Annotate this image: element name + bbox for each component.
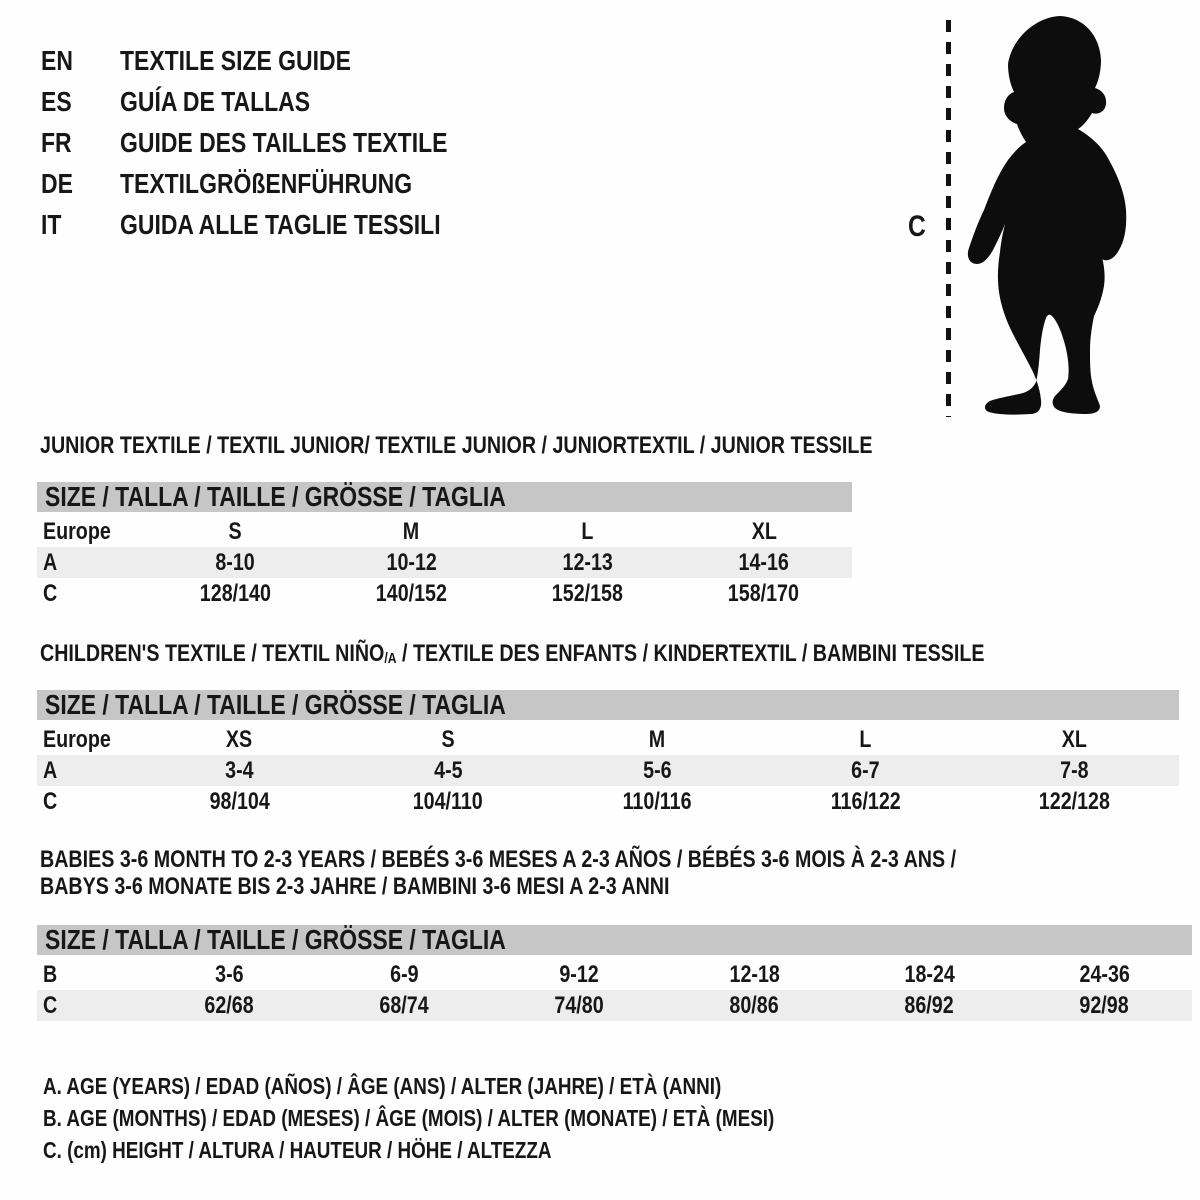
cell-value (147, 547, 323, 578)
cell-value-text: 104/110 (413, 788, 484, 815)
row-label-text: A (43, 757, 58, 784)
cell-value-text: 9-12 (559, 961, 600, 988)
cell-value (142, 990, 317, 1021)
cell-value (553, 755, 762, 786)
cell-value-text: 62/68 (204, 992, 255, 1019)
section-title-junior (40, 432, 1055, 459)
row-label (37, 990, 142, 1021)
section-title-text (40, 640, 984, 673)
size-header-bar (37, 482, 852, 512)
cell-value-text: 128/140 (199, 580, 271, 607)
measure-label-text: C (908, 210, 926, 243)
cell-value-text: 12-18 (729, 961, 780, 988)
table-row (37, 755, 1179, 786)
table-row (37, 990, 1192, 1021)
cell-value (761, 786, 970, 817)
table-row (37, 959, 1192, 990)
size-header-text: SIZE / TALLA / TAILLE / GRÖSSE / TAGLIA (45, 481, 506, 512)
cell-value (553, 724, 762, 755)
cell-value-text: S (441, 726, 455, 753)
language-label-text: TEXTILE SIZE GUIDE (120, 45, 351, 76)
cell-value (553, 786, 762, 817)
section-title-children (40, 640, 1192, 673)
cell-value-text: 18-24 (904, 961, 955, 988)
language-code (41, 163, 120, 204)
cell-value-text: 24-36 (1079, 961, 1130, 988)
legend (43, 1070, 935, 1166)
language-label-text: GUIDA ALLE TAGLIE TESSILI (120, 209, 441, 240)
language-item (41, 81, 519, 122)
cell-value-text: 8-10 (215, 549, 255, 576)
section-title-text: JUNIOR TEXTILE / TEXTIL JUNIOR/ TEXTILE JUNIOR / JUNIORTEXTIL / JUNIOR TESSILE (40, 432, 873, 459)
cell-value-text: 158/170 (728, 580, 800, 607)
cell-value (842, 959, 1017, 990)
title-suffix: / TEXTILE DES ENFANTS / KINDERTEXTIL / BAMBINI TESSILE (396, 640, 985, 667)
cell-value-text: XS (226, 726, 253, 753)
row-label (37, 724, 135, 755)
language-code (41, 122, 120, 163)
section-title-line1: BABIES 3-6 MONTH TO 2-3 YEARS / BEBÉS 3-6 MESES A 2-3 AÑOS / BÉBÉS 3-6 MOIS À 2-3 ANS / (40, 846, 957, 873)
size-table-children (37, 690, 1179, 817)
cell-value (135, 786, 344, 817)
language-code (41, 40, 120, 81)
cell-value-text: 5-6 (642, 757, 672, 784)
language-label-text: GUIDE DES TAILLES TEXTILE (120, 127, 448, 158)
table-row (37, 786, 1179, 817)
table-row (37, 724, 1179, 755)
height-measure-dashed-line (946, 20, 951, 417)
cell-value (970, 724, 1179, 755)
language-item (41, 163, 519, 204)
size-table-junior (37, 482, 852, 609)
size-header-bar (37, 690, 1179, 720)
title-prefix: CHILDREN'S TEXTILE / TEXTIL NIÑO (40, 640, 385, 667)
cell-value (492, 959, 667, 990)
row-label-text: Europe (43, 518, 111, 545)
cell-value (500, 516, 676, 547)
cell-value-text: 92/98 (1079, 992, 1130, 1019)
cell-value-text: 7-8 (1060, 757, 1089, 784)
legend-text: B. AGE (MONTHS) / EDAD (MESES) / ÂGE (MOIS) / ALTER (MONATE) / ETÀ (MESI) (43, 1105, 775, 1131)
cell-value-text: 122/128 (1039, 788, 1111, 815)
language-label (120, 122, 519, 163)
row-label (37, 516, 147, 547)
cell-value (317, 990, 492, 1021)
cell-value (842, 990, 1017, 1021)
language-item (41, 40, 519, 81)
language-code-text: DE (41, 168, 73, 199)
cell-value (1017, 959, 1192, 990)
cell-value (676, 516, 852, 547)
cell-value (323, 547, 499, 578)
cell-value (147, 516, 323, 547)
size-header-text: SIZE / TALLA / TAILLE / GRÖSSE / TAGLIA (45, 689, 506, 720)
cell-value-text: 116/122 (830, 788, 901, 815)
cell-value (761, 755, 970, 786)
row-label (37, 755, 135, 786)
cell-value-text: XL (751, 518, 777, 545)
language-code-text: ES (41, 86, 72, 117)
cell-value (500, 578, 676, 609)
section-title-line2: BABYS 3-6 MONATE BIS 2-3 JAHRE / BAMBINI 3-6 MESI A 2-3 ANNI (40, 873, 670, 900)
cell-value-text: L (581, 518, 594, 545)
language-code (41, 204, 120, 245)
language-label-text: TEXTILGRÖßENFÜHRUNG (120, 168, 413, 199)
cell-value (492, 990, 667, 1021)
cell-value-text: 10-12 (386, 549, 437, 576)
row-label-text: A (43, 549, 58, 576)
cell-value (500, 547, 676, 578)
cell-value (344, 724, 553, 755)
row-label (37, 786, 135, 817)
row-label-text: C (43, 788, 58, 815)
section-title-babies (40, 846, 1157, 900)
language-code-text: EN (41, 45, 73, 76)
row-label (37, 959, 142, 990)
cell-value (142, 959, 317, 990)
language-item (41, 204, 519, 245)
row-label (37, 547, 147, 578)
legend-line-a (43, 1070, 935, 1102)
language-label (120, 204, 511, 245)
table-row (37, 547, 852, 578)
cell-value-text: 14-16 (738, 549, 790, 576)
row-label-text: C (43, 580, 58, 607)
language-code (41, 81, 120, 122)
cell-value-text: 12-13 (562, 549, 613, 576)
cell-value-text: 3-6 (215, 961, 244, 988)
row-label-text: C (43, 992, 58, 1019)
size-table-babies (37, 925, 1192, 1021)
cell-value (317, 959, 492, 990)
cell-value (970, 786, 1179, 817)
toddler-silhouette (960, 14, 1140, 420)
language-label (120, 40, 402, 81)
size-header-text: SIZE / TALLA / TAILLE / GRÖSSE / TAGLIA (45, 924, 506, 955)
cell-value (323, 516, 499, 547)
cell-value-text: 74/80 (554, 992, 605, 1019)
cell-value-text: 6-9 (390, 961, 419, 988)
row-label-text: B (43, 961, 58, 988)
cell-value (667, 990, 842, 1021)
cell-value-text: 6-7 (851, 757, 881, 784)
size-header-bar (37, 925, 1192, 955)
cell-value (1017, 990, 1192, 1021)
language-item (41, 122, 519, 163)
cell-value (667, 959, 842, 990)
cell-value-text: S (228, 518, 242, 545)
cell-value (344, 786, 553, 817)
table-row (37, 578, 852, 609)
legend-text: A. AGE (YEARS) / EDAD (AÑOS) / ÂGE (ANS) / ALTER (JAHRE) / ETÀ (ANNI) (43, 1073, 722, 1099)
cell-value-text: 98/104 (209, 788, 270, 815)
cell-value-text: 4-5 (433, 757, 463, 784)
cell-value-text: L (859, 726, 872, 753)
language-label (120, 163, 476, 204)
language-code-text: FR (41, 127, 72, 158)
cell-value (344, 755, 553, 786)
measure-label-c (908, 212, 930, 242)
title-subscript: /A (384, 650, 397, 667)
row-label-text: Europe (43, 726, 111, 753)
cell-value (761, 724, 970, 755)
language-list (41, 40, 519, 245)
cell-value-text: 110/116 (622, 788, 692, 815)
legend-line-c (43, 1134, 935, 1166)
language-label (120, 81, 352, 122)
cell-value (135, 724, 344, 755)
cell-value (676, 578, 852, 609)
cell-value (147, 578, 323, 609)
cell-value-text: 86/92 (904, 992, 955, 1019)
cell-value (135, 755, 344, 786)
cell-value-text: M (403, 518, 420, 545)
language-label-text: GUÍA DE TALLAS (120, 86, 311, 117)
cell-value-text: 152/158 (552, 580, 624, 607)
cell-value (970, 755, 1179, 786)
cell-value (323, 578, 499, 609)
cell-value (676, 547, 852, 578)
cell-value-text: 80/86 (729, 992, 780, 1019)
legend-line-b (43, 1102, 935, 1134)
cell-value-text: 3-4 (225, 757, 254, 784)
cell-value-text: 68/74 (379, 992, 430, 1019)
cell-value-text: 140/152 (375, 580, 447, 607)
row-label (37, 578, 147, 609)
language-code-text: IT (41, 209, 62, 240)
table-row (37, 516, 852, 547)
cell-value-text: XL (1062, 726, 1088, 753)
legend-text: C. (cm) HEIGHT / ALTURA / HAUTEUR / HÖHE / ALTEZZA (43, 1137, 552, 1163)
cell-value-text: M (648, 726, 666, 753)
